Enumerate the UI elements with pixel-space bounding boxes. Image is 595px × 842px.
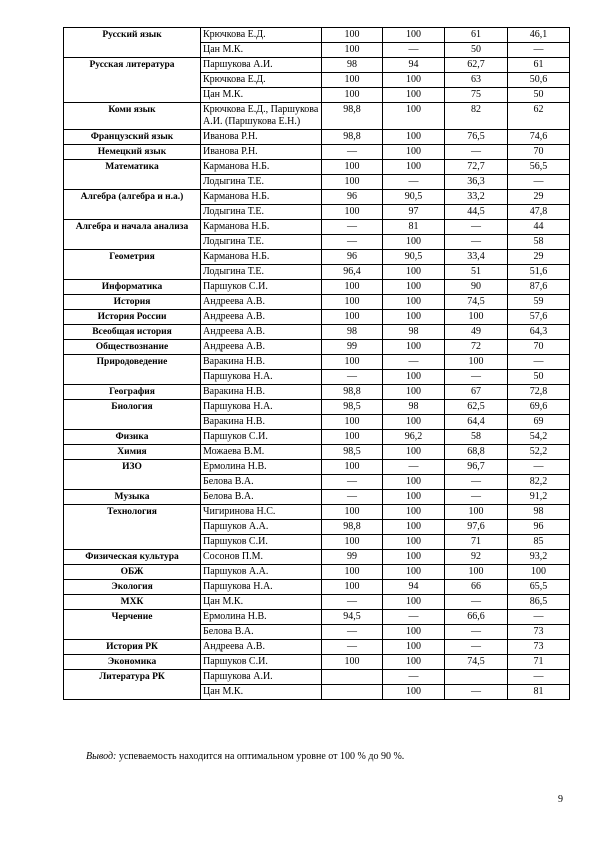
teacher-cell: Паршукова А.И. [201, 58, 322, 73]
table-row [64, 550, 570, 565]
value-cell [322, 685, 383, 700]
value-cell: — [445, 235, 508, 250]
subject-cell: Экономика [64, 655, 201, 670]
value-cell: 100 [322, 580, 383, 595]
value-cell: — [322, 625, 383, 640]
table-row [64, 130, 570, 145]
value-cell: 44 [508, 220, 570, 235]
subject-cell: Немецкий язык [64, 145, 201, 160]
value-cell: 86,5 [508, 595, 570, 610]
teacher-cell: Андреева А.В. [201, 295, 322, 310]
teacher-cell: Карманова Н.Б. [201, 250, 322, 265]
teacher-cell: Паршуков С.И. [201, 535, 322, 550]
value-cell: — [508, 460, 570, 475]
value-cell: 100 [383, 340, 445, 355]
value-cell: 61 [508, 58, 570, 73]
value-cell: 65,5 [508, 580, 570, 595]
value-cell: 74,5 [445, 655, 508, 670]
value-cell: 51,6 [508, 265, 570, 280]
value-cell: 100 [383, 520, 445, 535]
table-row [64, 340, 570, 355]
subject-cell: Всеобщая история [64, 325, 201, 340]
value-cell: — [383, 43, 445, 58]
subject-cell: МХК [64, 595, 201, 610]
value-cell: — [383, 355, 445, 370]
value-cell: 85 [508, 535, 570, 550]
value-cell: — [508, 610, 570, 625]
value-cell: 68,8 [445, 445, 508, 460]
teacher-cell: Лодыгина Т.Е. [201, 175, 322, 190]
value-cell: 100 [322, 430, 383, 445]
value-cell: 100 [383, 145, 445, 160]
value-cell: 94 [383, 580, 445, 595]
value-cell: 100 [322, 310, 383, 325]
value-cell: 29 [508, 250, 570, 265]
value-cell: 100 [383, 73, 445, 88]
value-cell: 69,6 [508, 400, 570, 415]
value-cell: 59 [508, 295, 570, 310]
value-cell: 100 [322, 505, 383, 520]
value-cell: 100 [383, 535, 445, 550]
teacher-cell: Иванова Р.Н. [201, 130, 322, 145]
value-cell: 96 [508, 520, 570, 535]
value-cell: 61 [445, 28, 508, 43]
value-cell: 100 [383, 490, 445, 505]
subject-cell: Геометрия [64, 250, 201, 280]
teacher-cell: Паршукова Н.А. [201, 400, 322, 415]
subject-cell: Коми язык [64, 103, 201, 130]
value-cell: 50 [508, 370, 570, 385]
value-cell: — [508, 670, 570, 685]
teacher-cell: Андреева А.В. [201, 325, 322, 340]
value-cell: 62,5 [445, 400, 508, 415]
value-cell: 98,8 [322, 130, 383, 145]
teacher-cell: Лодыгина Т.Е. [201, 205, 322, 220]
table-row [64, 400, 570, 415]
teacher-cell: Цан М.К. [201, 685, 322, 700]
table-row [64, 310, 570, 325]
value-cell: 92 [445, 550, 508, 565]
value-cell: 70 [508, 145, 570, 160]
subject-cell: Музыка [64, 490, 201, 505]
table-row [64, 145, 570, 160]
value-cell: 90,5 [383, 190, 445, 205]
subject-cell: Технология [64, 505, 201, 550]
table-row [64, 220, 570, 235]
value-cell: 100 [383, 475, 445, 490]
conclusion-text: успеваемость находится на оптимальном уровне от 100 % до 90 %. [116, 751, 405, 762]
value-cell: 100 [383, 550, 445, 565]
table-row [64, 595, 570, 610]
value-cell: 62 [508, 103, 570, 130]
value-cell: — [508, 43, 570, 58]
table-row [64, 160, 570, 175]
value-cell: 100 [383, 505, 445, 520]
subject-cell: Обществознание [64, 340, 201, 355]
teacher-cell: Цан М.К. [201, 595, 322, 610]
value-cell: 98 [322, 325, 383, 340]
value-cell: 100 [322, 280, 383, 295]
subject-cell: Русский язык [64, 28, 201, 58]
value-cell: — [445, 595, 508, 610]
value-cell: 100 [383, 640, 445, 655]
subject-cell: История [64, 295, 201, 310]
value-cell: 82 [445, 103, 508, 130]
value-cell: 100 [383, 655, 445, 670]
value-cell: 98,8 [322, 520, 383, 535]
value-cell: 98 [383, 325, 445, 340]
value-cell: 100 [383, 28, 445, 43]
teacher-cell: Ермолина Н.В. [201, 460, 322, 475]
value-cell: 100 [383, 595, 445, 610]
table-row [64, 103, 570, 130]
value-cell: 100 [383, 160, 445, 175]
value-cell: 100 [322, 355, 383, 370]
value-cell: 96,2 [383, 430, 445, 445]
teacher-cell: Иванова Р.Н. [201, 145, 322, 160]
teacher-cell: Варакина Н.В. [201, 415, 322, 430]
value-cell: — [445, 490, 508, 505]
teacher-cell: Паршуков А.А. [201, 520, 322, 535]
value-cell: 96,7 [445, 460, 508, 475]
value-cell: — [322, 595, 383, 610]
value-cell: 100 [445, 310, 508, 325]
value-cell: — [322, 220, 383, 235]
value-cell: 72,7 [445, 160, 508, 175]
value-cell: 100 [383, 385, 445, 400]
value-cell: 67 [445, 385, 508, 400]
value-cell: 66 [445, 580, 508, 595]
value-cell: — [383, 610, 445, 625]
teacher-cell: Паршуков С.И. [201, 430, 322, 445]
subject-cell: Литература РК [64, 670, 201, 700]
value-cell: 47,8 [508, 205, 570, 220]
value-cell: 100 [383, 280, 445, 295]
value-cell: 69 [508, 415, 570, 430]
value-cell: — [508, 175, 570, 190]
value-cell: 64,3 [508, 325, 570, 340]
teacher-cell: Крючкова Е.Д. [201, 73, 322, 88]
table-row [64, 655, 570, 670]
teacher-cell: Паршукова Н.А. [201, 580, 322, 595]
value-cell: 94,5 [322, 610, 383, 625]
value-cell: 98,5 [322, 445, 383, 460]
value-cell: 82,2 [508, 475, 570, 490]
teacher-cell: Цан М.К. [201, 43, 322, 58]
value-cell: 100 [322, 73, 383, 88]
value-cell: 81 [383, 220, 445, 235]
table-row [64, 490, 570, 505]
value-cell: 73 [508, 625, 570, 640]
value-cell: 58 [508, 235, 570, 250]
value-cell: — [322, 475, 383, 490]
teacher-cell: Ермолина Н.В. [201, 610, 322, 625]
value-cell: 51 [445, 265, 508, 280]
value-cell: 56,5 [508, 160, 570, 175]
value-cell: 100 [383, 130, 445, 145]
value-cell: 100 [383, 310, 445, 325]
table-row [64, 580, 570, 595]
value-cell: 63 [445, 73, 508, 88]
subject-cell: Русская литература [64, 58, 201, 103]
table-row [64, 355, 570, 370]
subject-cell: Информатика [64, 280, 201, 295]
table-row [64, 385, 570, 400]
value-cell: 54,2 [508, 430, 570, 445]
subject-cell: Алгебра и начала анализа [64, 220, 201, 250]
value-cell: 100 [383, 415, 445, 430]
subject-cell: География [64, 385, 201, 400]
table-row [64, 325, 570, 340]
value-cell: — [383, 670, 445, 685]
value-cell: 71 [445, 535, 508, 550]
value-cell: 36,3 [445, 175, 508, 190]
value-cell [322, 670, 383, 685]
value-cell: 100 [383, 88, 445, 103]
value-cell: 100 [383, 445, 445, 460]
table-row [64, 460, 570, 475]
teacher-cell: Лодыгина Т.Е. [201, 235, 322, 250]
teacher-cell: Карманова Н.Б. [201, 190, 322, 205]
value-cell: 97,6 [445, 520, 508, 535]
teacher-cell: Андреева А.В. [201, 640, 322, 655]
teacher-cell: Паршуков А.А. [201, 565, 322, 580]
value-cell: 50 [508, 88, 570, 103]
value-cell: — [322, 235, 383, 250]
value-cell: 81 [508, 685, 570, 700]
conclusion-label: Вывод: [86, 751, 117, 762]
value-cell: 100 [383, 235, 445, 250]
value-cell: — [322, 370, 383, 385]
conclusion [86, 751, 404, 762]
value-cell: 72,8 [508, 385, 570, 400]
value-cell: 98 [508, 505, 570, 520]
subject-cell: Экология [64, 580, 201, 595]
value-cell: 100 [322, 655, 383, 670]
teacher-cell: Крючкова Е.Д., Паршукова А.И. (Паршукова Е.Н.) [201, 103, 322, 130]
value-cell: 97 [383, 205, 445, 220]
teacher-cell: Цан М.К. [201, 88, 322, 103]
table-row [64, 640, 570, 655]
value-cell: 98,5 [322, 400, 383, 415]
value-cell: 100 [383, 103, 445, 130]
value-cell: 99 [322, 550, 383, 565]
value-cell: 57,6 [508, 310, 570, 325]
value-cell: 46,1 [508, 28, 570, 43]
value-cell: 66,6 [445, 610, 508, 625]
subject-cell: ОБЖ [64, 565, 201, 580]
table-row [64, 430, 570, 445]
value-cell: 100 [322, 28, 383, 43]
teacher-cell: Паршукова А.И. [201, 670, 322, 685]
table-row [64, 505, 570, 520]
value-cell: — [322, 640, 383, 655]
value-cell: — [445, 220, 508, 235]
value-cell: 100 [322, 535, 383, 550]
value-cell: 100 [445, 505, 508, 520]
table-row [64, 280, 570, 295]
value-cell: 91,2 [508, 490, 570, 505]
value-cell: — [445, 370, 508, 385]
teacher-cell: Крючкова Е.Д. [201, 28, 322, 43]
value-cell: 52,2 [508, 445, 570, 460]
subject-cell: Черчение [64, 610, 201, 640]
value-cell: — [445, 640, 508, 655]
value-cell: 75 [445, 88, 508, 103]
value-cell: 90,5 [383, 250, 445, 265]
value-cell: 100 [322, 460, 383, 475]
value-cell: 100 [322, 415, 383, 430]
value-cell: — [445, 475, 508, 490]
value-cell: 96,4 [322, 265, 383, 280]
value-cell: — [445, 625, 508, 640]
value-cell: 100 [383, 265, 445, 280]
value-cell: 100 [322, 43, 383, 58]
subject-cell: Французский язык [64, 130, 201, 145]
value-cell: 93,2 [508, 550, 570, 565]
value-cell: 74,6 [508, 130, 570, 145]
table-row [64, 28, 570, 43]
teacher-cell: Карманова Н.Б. [201, 220, 322, 235]
value-cell: 62,7 [445, 58, 508, 73]
value-cell: 100 [383, 625, 445, 640]
table-row [64, 670, 570, 685]
page-number: 9 [558, 794, 563, 805]
value-cell: 98,8 [322, 385, 383, 400]
table-row [64, 250, 570, 265]
value-cell: 33,2 [445, 190, 508, 205]
value-cell: 70 [508, 340, 570, 355]
value-cell: 100 [322, 175, 383, 190]
value-cell: 74,5 [445, 295, 508, 310]
value-cell: 100 [508, 565, 570, 580]
value-cell: — [445, 145, 508, 160]
value-cell: 96 [322, 250, 383, 265]
value-cell: 99 [322, 340, 383, 355]
teacher-cell: Чигиринова Н.С. [201, 505, 322, 520]
subject-cell: Природоведение [64, 355, 201, 385]
value-cell: 98 [383, 400, 445, 415]
value-cell: 29 [508, 190, 570, 205]
teacher-cell: Можаева В.М. [201, 445, 322, 460]
table-row [64, 190, 570, 205]
subject-cell: Алгебра (алгебра и н.а.) [64, 190, 201, 220]
value-cell: 50 [445, 43, 508, 58]
teacher-cell: Паршуков С.И. [201, 280, 322, 295]
table-row [64, 295, 570, 310]
value-cell: 100 [322, 160, 383, 175]
value-cell: 98 [322, 58, 383, 73]
table-row [64, 445, 570, 460]
teacher-cell: Лодыгина Т.Е. [201, 265, 322, 280]
value-cell: 100 [322, 565, 383, 580]
teacher-cell: Андреева А.В. [201, 340, 322, 355]
value-cell: 100 [445, 355, 508, 370]
value-cell: — [445, 685, 508, 700]
value-cell: — [508, 355, 570, 370]
value-cell: 33,4 [445, 250, 508, 265]
teacher-cell: Варакина Н.В. [201, 355, 322, 370]
value-cell: — [322, 145, 383, 160]
value-cell: 100 [383, 565, 445, 580]
value-cell [445, 670, 508, 685]
value-cell: 98,8 [322, 103, 383, 130]
value-cell: 64,4 [445, 415, 508, 430]
performance-table [63, 27, 570, 700]
subject-cell: Биология [64, 400, 201, 430]
subject-cell: История РК [64, 640, 201, 655]
subject-cell: ИЗО [64, 460, 201, 490]
subject-cell: Физика [64, 430, 201, 445]
teacher-cell: Сосонов П.М. [201, 550, 322, 565]
subject-cell: Физическая культура [64, 550, 201, 565]
table-row [64, 610, 570, 625]
teacher-cell: Паршукова Н.А. [201, 370, 322, 385]
value-cell: 94 [383, 58, 445, 73]
value-cell: 100 [383, 370, 445, 385]
value-cell: 49 [445, 325, 508, 340]
value-cell: 96 [322, 190, 383, 205]
teacher-cell: Белова В.А. [201, 475, 322, 490]
teacher-cell: Варакина Н.В. [201, 385, 322, 400]
value-cell: — [383, 460, 445, 475]
value-cell: 73 [508, 640, 570, 655]
table-row [64, 58, 570, 73]
teacher-cell: Паршуков С.И. [201, 655, 322, 670]
teacher-cell: Белова В.А. [201, 490, 322, 505]
value-cell: 71 [508, 655, 570, 670]
value-cell: 100 [445, 565, 508, 580]
value-cell: — [383, 175, 445, 190]
subject-cell: История России [64, 310, 201, 325]
value-cell: 76,5 [445, 130, 508, 145]
value-cell: 100 [383, 685, 445, 700]
value-cell: 100 [322, 205, 383, 220]
table-row [64, 565, 570, 580]
value-cell: 72 [445, 340, 508, 355]
value-cell: 44,5 [445, 205, 508, 220]
value-cell: — [322, 490, 383, 505]
teacher-cell: Карманова Н.Б. [201, 160, 322, 175]
teacher-cell: Белова В.А. [201, 625, 322, 640]
subject-cell: Химия [64, 445, 201, 460]
value-cell: 100 [322, 295, 383, 310]
value-cell: 58 [445, 430, 508, 445]
value-cell: 100 [322, 88, 383, 103]
teacher-cell: Андреева А.В. [201, 310, 322, 325]
value-cell: 90 [445, 280, 508, 295]
value-cell: 87,6 [508, 280, 570, 295]
subject-cell: Математика [64, 160, 201, 190]
value-cell: 50,6 [508, 73, 570, 88]
value-cell: 100 [383, 295, 445, 310]
